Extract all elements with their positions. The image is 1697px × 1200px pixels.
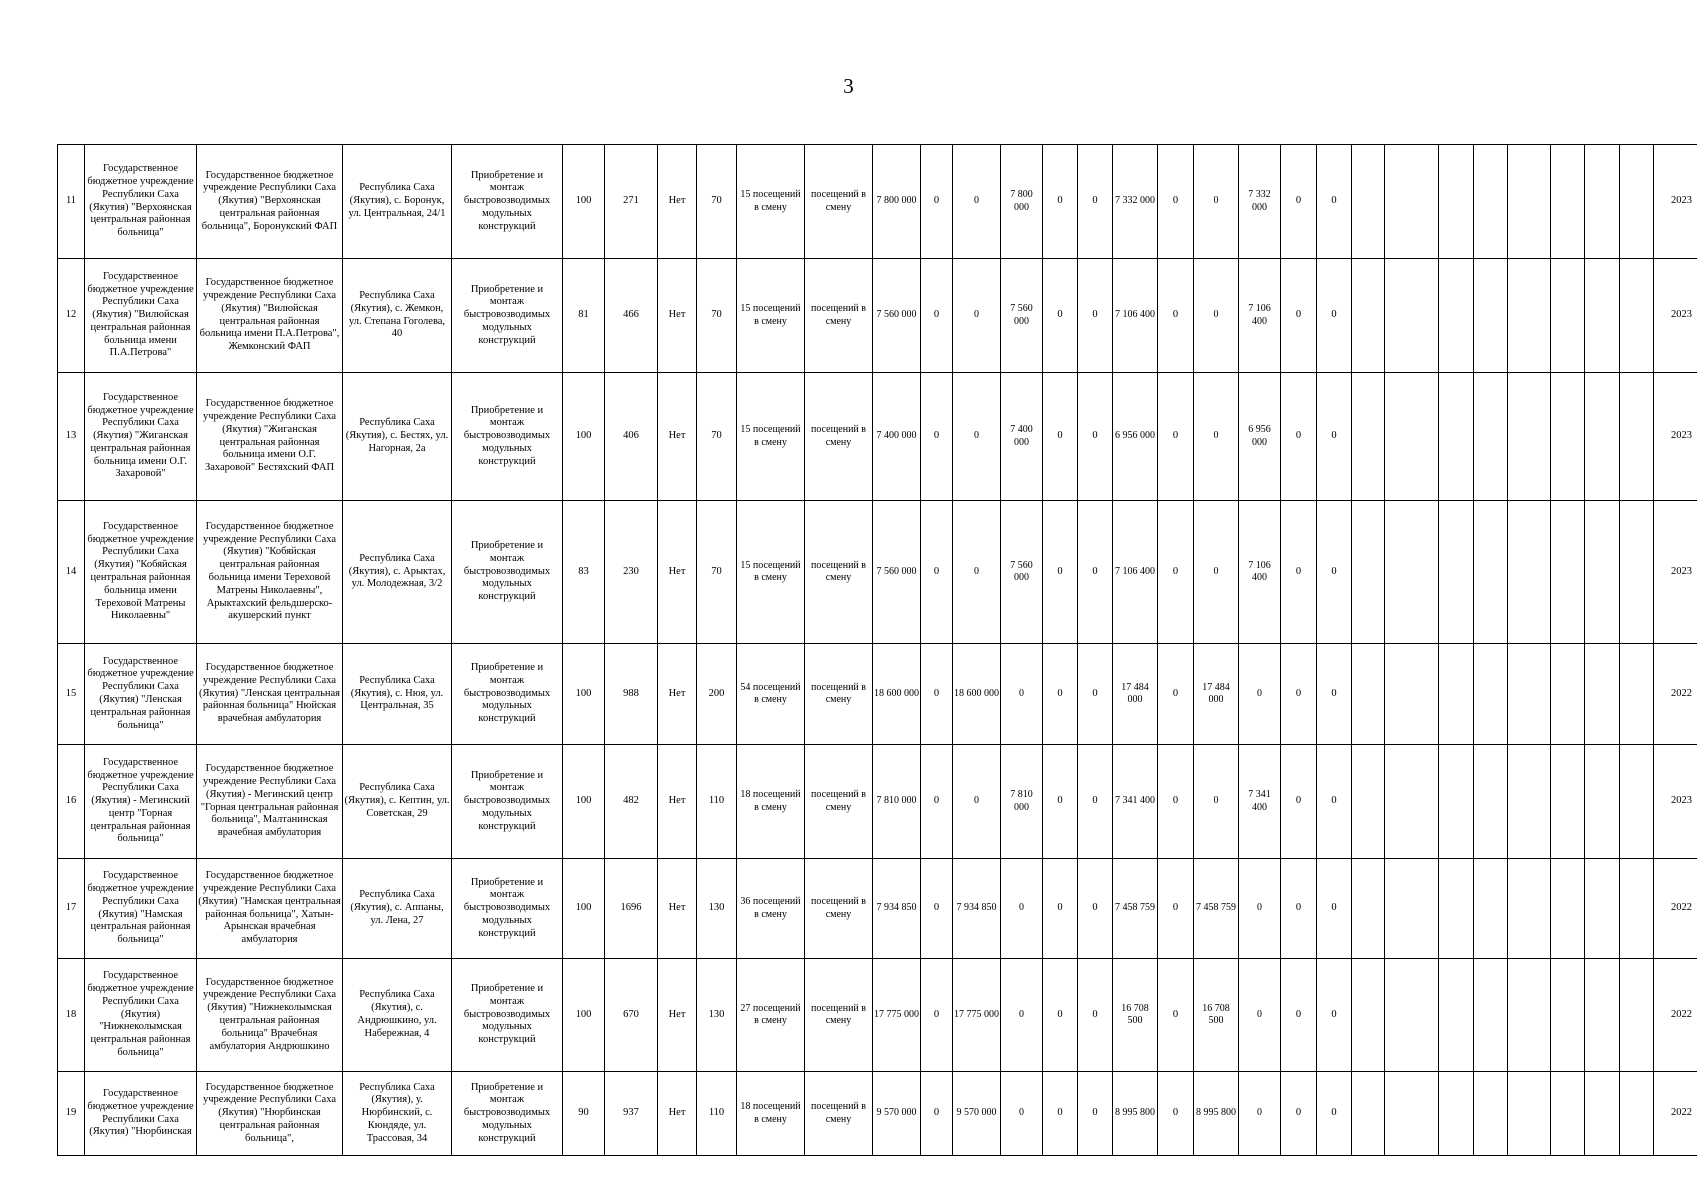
value-cell-9: 130 (697, 859, 737, 959)
availability-cell: Нет (658, 1072, 697, 1156)
value-cell-23: 0 (1317, 959, 1352, 1072)
value-cell-15: 0 (1001, 1072, 1043, 1156)
unit-cell: посещений в смену (805, 1072, 873, 1156)
value-cell-7: 482 (605, 745, 658, 859)
year-cell: 2022 (1654, 1072, 1697, 1156)
value-cell-17: 0 (1078, 745, 1113, 859)
empty-cell (1385, 644, 1439, 745)
empty-cell (1585, 859, 1620, 959)
institution-cell: Государственное бюджетное учреждение Республики Саха (Якутия) "Нюрбинская (85, 1072, 197, 1156)
value-cell-22: 0 (1281, 859, 1317, 959)
facility-cell: Государственное бюджетное учреждение Республики Саха (Якутия) "Верхоянская центральная районная больница", Боронукский ФАП (197, 145, 343, 259)
value-cell-20: 17 484 000 (1194, 644, 1239, 745)
empty-cell (1352, 644, 1385, 745)
value-cell-9: 70 (697, 145, 737, 259)
table-row (58, 1072, 1697, 1156)
value-cell-6: 100 (563, 373, 605, 501)
empty-cell (1439, 501, 1474, 644)
total-cost-cell: 7 934 850 (873, 859, 921, 959)
availability-cell: Нет (658, 745, 697, 859)
value-cell-22: 0 (1281, 745, 1317, 859)
capacity-cell: 18 посещений в смену (737, 745, 805, 859)
value-cell-9: 110 (697, 745, 737, 859)
value-cell-9: 70 (697, 259, 737, 373)
table-row (58, 259, 1697, 373)
unit-cell: посещений в смену (805, 501, 873, 644)
row-number-cell: 12 (58, 259, 85, 373)
value-cell-18: 16 708 500 (1113, 959, 1158, 1072)
empty-cell (1620, 644, 1654, 745)
value-cell-21: 7 341 400 (1239, 745, 1281, 859)
value-cell-14: 0 (953, 259, 1001, 373)
empty-cell (1352, 259, 1385, 373)
empty-cell (1508, 501, 1551, 644)
total-cost-cell: 7 800 000 (873, 145, 921, 259)
method-cell: Приобретение и монтаж быстровозводимых модульных конструкций (452, 959, 563, 1072)
value-cell-23: 0 (1317, 373, 1352, 501)
empty-cell (1439, 745, 1474, 859)
value-cell-18: 8 995 800 (1113, 1072, 1158, 1156)
empty-cell (1508, 644, 1551, 745)
value-cell-21: 0 (1239, 859, 1281, 959)
empty-cell (1508, 259, 1551, 373)
value-cell-6: 90 (563, 1072, 605, 1156)
value-cell-13: 0 (921, 259, 953, 373)
unit-cell: посещений в смену (805, 959, 873, 1072)
table-row (58, 959, 1697, 1072)
row-number-cell: 14 (58, 501, 85, 644)
facility-cell: Государственное бюджетное учреждение Республики Саха (Якутия) "Вилюйская центральная районная больница имени П.А.Петрова", Жемконский ФАП (197, 259, 343, 373)
value-cell-14: 17 775 000 (953, 959, 1001, 1072)
value-cell-21: 7 106 400 (1239, 259, 1281, 373)
value-cell-15: 7 810 000 (1001, 745, 1043, 859)
value-cell-21: 0 (1239, 959, 1281, 1072)
value-cell-23: 0 (1317, 1072, 1352, 1156)
total-cost-cell: 18 600 000 (873, 644, 921, 745)
value-cell-19: 0 (1158, 145, 1194, 259)
value-cell-7: 230 (605, 501, 658, 644)
method-cell: Приобретение и монтаж быстровозводимых модульных конструкций (452, 501, 563, 644)
unit-cell: посещений в смену (805, 745, 873, 859)
facility-cell: Государственное бюджетное учреждение Республики Саха (Якутия) "Кобяйская центральная районная больница имени Тереховой Матрены Николаевны", Арыктахский фельдшерско-акушерский пункт (197, 501, 343, 644)
value-cell-23: 0 (1317, 145, 1352, 259)
value-cell-17: 0 (1078, 644, 1113, 745)
value-cell-23: 0 (1317, 259, 1352, 373)
value-cell-9: 110 (697, 1072, 737, 1156)
empty-cell (1620, 859, 1654, 959)
value-cell-15: 7 560 000 (1001, 259, 1043, 373)
address-cell: Республика Саха (Якутия), с. Андрюшкино, ул. Набережная, 4 (343, 959, 452, 1072)
empty-cell (1474, 259, 1508, 373)
empty-cell (1620, 745, 1654, 859)
value-cell-18: 7 332 000 (1113, 145, 1158, 259)
value-cell-16: 0 (1043, 859, 1078, 959)
value-cell-13: 0 (921, 745, 953, 859)
empty-cell (1585, 959, 1620, 1072)
value-cell-13: 0 (921, 145, 953, 259)
value-cell-22: 0 (1281, 644, 1317, 745)
availability-cell: Нет (658, 859, 697, 959)
empty-cell (1551, 859, 1585, 959)
address-cell: Республика Саха (Якутия), с. Боронук, ул. Центральная, 24/1 (343, 145, 452, 259)
total-cost-cell: 7 810 000 (873, 745, 921, 859)
value-cell-16: 0 (1043, 644, 1078, 745)
value-cell-9: 70 (697, 373, 737, 501)
value-cell-17: 0 (1078, 859, 1113, 959)
empty-cell (1585, 1072, 1620, 1156)
empty-cell (1585, 644, 1620, 745)
empty-cell (1385, 859, 1439, 959)
value-cell-16: 0 (1043, 259, 1078, 373)
value-cell-7: 937 (605, 1072, 658, 1156)
value-cell-14: 0 (953, 145, 1001, 259)
empty-cell (1439, 644, 1474, 745)
capacity-cell: 54 посещений в смену (737, 644, 805, 745)
empty-cell (1551, 959, 1585, 1072)
address-cell: Республика Саха (Якутия), с. Нюя, ул. Центральная, 35 (343, 644, 452, 745)
value-cell-15: 7 560 000 (1001, 501, 1043, 644)
value-cell-19: 0 (1158, 373, 1194, 501)
value-cell-14: 0 (953, 373, 1001, 501)
row-number-cell: 16 (58, 745, 85, 859)
institution-cell: Государственное бюджетное учреждение Республики Саха (Якутия) - Мегинский центр "Горная центральная районная больница" (85, 745, 197, 859)
unit-cell: посещений в смену (805, 644, 873, 745)
empty-cell (1474, 644, 1508, 745)
method-cell: Приобретение и монтаж быстровозводимых модульных конструкций (452, 859, 563, 959)
value-cell-14: 0 (953, 501, 1001, 644)
value-cell-6: 100 (563, 859, 605, 959)
year-cell: 2023 (1654, 145, 1697, 259)
value-cell-20: 8 995 800 (1194, 1072, 1239, 1156)
address-cell: Республика Саха (Якутия), у. Нюрбинский, с. Кюндяде, ул. Трассовая, 34 (343, 1072, 452, 1156)
value-cell-18: 7 341 400 (1113, 745, 1158, 859)
empty-cell (1585, 373, 1620, 501)
empty-cell (1508, 373, 1551, 501)
capacity-cell: 27 посещений в смену (737, 959, 805, 1072)
value-cell-22: 0 (1281, 1072, 1317, 1156)
value-cell-15: 0 (1001, 959, 1043, 1072)
value-cell-19: 0 (1158, 501, 1194, 644)
value-cell-6: 81 (563, 259, 605, 373)
empty-cell (1439, 373, 1474, 501)
value-cell-23: 0 (1317, 501, 1352, 644)
empty-cell (1474, 859, 1508, 959)
address-cell: Республика Саха (Якутия), с. Жемкон, ул. Степана Гоголева, 40 (343, 259, 452, 373)
value-cell-7: 988 (605, 644, 658, 745)
facility-cell: Государственное бюджетное учреждение Республики Саха (Якутия) "Ленская центральная районная больница" Нюйская врачебная амбулатория (197, 644, 343, 745)
empty-cell (1508, 859, 1551, 959)
empty-cell (1439, 1072, 1474, 1156)
empty-cell (1620, 501, 1654, 644)
value-cell-16: 0 (1043, 373, 1078, 501)
facility-cell: Государственное бюджетное учреждение Республики Саха (Якутия) "Нижнеколымская центральная районная больница" Врачебная амбулатория Андрюшкино (197, 959, 343, 1072)
value-cell-22: 0 (1281, 501, 1317, 644)
empty-cell (1352, 745, 1385, 859)
unit-cell: посещений в смену (805, 859, 873, 959)
empty-cell (1508, 1072, 1551, 1156)
value-cell-20: 0 (1194, 145, 1239, 259)
value-cell-19: 0 (1158, 1072, 1194, 1156)
empty-cell (1474, 501, 1508, 644)
value-cell-18: 7 106 400 (1113, 259, 1158, 373)
value-cell-16: 0 (1043, 501, 1078, 644)
value-cell-21: 0 (1239, 644, 1281, 745)
year-cell: 2022 (1654, 644, 1697, 745)
value-cell-9: 70 (697, 501, 737, 644)
year-cell: 2023 (1654, 373, 1697, 501)
availability-cell: Нет (658, 644, 697, 745)
institution-cell: Государственное бюджетное учреждение Республики Саха (Якутия) "Кобяйская центральная районная больница имени Тереховой Матрены Николаевны" (85, 501, 197, 644)
total-cost-cell: 7 560 000 (873, 501, 921, 644)
value-cell-15: 0 (1001, 859, 1043, 959)
table-row (58, 859, 1697, 959)
total-cost-cell: 9 570 000 (873, 1072, 921, 1156)
value-cell-22: 0 (1281, 145, 1317, 259)
value-cell-14: 9 570 000 (953, 1072, 1001, 1156)
empty-cell (1439, 145, 1474, 259)
row-number-cell: 17 (58, 859, 85, 959)
empty-cell (1439, 259, 1474, 373)
value-cell-13: 0 (921, 959, 953, 1072)
empty-cell (1551, 259, 1585, 373)
value-cell-21: 0 (1239, 1072, 1281, 1156)
address-cell: Республика Саха (Якутия), с. Арыктах, ул. Молодежная, 3/2 (343, 501, 452, 644)
empty-cell (1439, 959, 1474, 1072)
value-cell-17: 0 (1078, 145, 1113, 259)
capacity-cell: 15 посещений в смену (737, 259, 805, 373)
empty-cell (1620, 145, 1654, 259)
value-cell-17: 0 (1078, 501, 1113, 644)
value-cell-13: 0 (921, 1072, 953, 1156)
value-cell-22: 0 (1281, 373, 1317, 501)
row-number-cell: 18 (58, 959, 85, 1072)
value-cell-22: 0 (1281, 259, 1317, 373)
value-cell-22: 0 (1281, 959, 1317, 1072)
capacity-cell: 18 посещений в смену (737, 1072, 805, 1156)
capacity-cell: 15 посещений в смену (737, 501, 805, 644)
value-cell-16: 0 (1043, 1072, 1078, 1156)
value-cell-7: 670 (605, 959, 658, 1072)
value-cell-18: 17 484 000 (1113, 644, 1158, 745)
empty-cell (1508, 745, 1551, 859)
row-number-cell: 15 (58, 644, 85, 745)
value-cell-18: 7 106 400 (1113, 501, 1158, 644)
value-cell-18: 7 458 759 (1113, 859, 1158, 959)
table-row (58, 501, 1697, 644)
value-cell-15: 7 400 000 (1001, 373, 1043, 501)
value-cell-19: 0 (1158, 859, 1194, 959)
value-cell-17: 0 (1078, 373, 1113, 501)
value-cell-7: 1696 (605, 859, 658, 959)
table-row (58, 745, 1697, 859)
year-cell: 2022 (1654, 959, 1697, 1072)
method-cell: Приобретение и монтаж быстровозводимых модульных конструкций (452, 644, 563, 745)
value-cell-16: 0 (1043, 145, 1078, 259)
value-cell-20: 0 (1194, 501, 1239, 644)
empty-cell (1585, 145, 1620, 259)
value-cell-7: 406 (605, 373, 658, 501)
unit-cell: посещений в смену (805, 259, 873, 373)
method-cell: Приобретение и монтаж быстровозводимых модульных конструкций (452, 145, 563, 259)
empty-cell (1352, 959, 1385, 1072)
value-cell-19: 0 (1158, 644, 1194, 745)
value-cell-21: 7 332 000 (1239, 145, 1281, 259)
institution-cell: Государственное бюджетное учреждение Республики Саха (Якутия) "Вилюйская центральная районная больница имени П.А.Петрова" (85, 259, 197, 373)
value-cell-20: 7 458 759 (1194, 859, 1239, 959)
facility-cell: Государственное бюджетное учреждение Республики Саха (Якутия) - Мегинский центр "Горная центральная районная больница", Малтанинская врачебная амбулатория (197, 745, 343, 859)
value-cell-17: 0 (1078, 259, 1113, 373)
empty-cell (1474, 373, 1508, 501)
value-cell-17: 0 (1078, 1072, 1113, 1156)
value-cell-14: 18 600 000 (953, 644, 1001, 745)
empty-cell (1474, 959, 1508, 1072)
empty-cell (1551, 1072, 1585, 1156)
value-cell-14: 0 (953, 745, 1001, 859)
unit-cell: посещений в смену (805, 373, 873, 501)
empty-cell (1620, 259, 1654, 373)
value-cell-17: 0 (1078, 959, 1113, 1072)
table-row (58, 644, 1697, 745)
address-cell: Республика Саха (Якутия), с. Кептин, ул. Советская, 29 (343, 745, 452, 859)
capacity-cell: 15 посещений в смену (737, 373, 805, 501)
empty-cell (1620, 373, 1654, 501)
availability-cell: Нет (658, 259, 697, 373)
year-cell: 2023 (1654, 745, 1697, 859)
value-cell-20: 0 (1194, 373, 1239, 501)
empty-cell (1385, 145, 1439, 259)
empty-cell (1585, 745, 1620, 859)
row-number-cell: 19 (58, 1072, 85, 1156)
value-cell-6: 100 (563, 959, 605, 1072)
empty-cell (1385, 745, 1439, 859)
empty-cell (1385, 1072, 1439, 1156)
facility-cell: Государственное бюджетное учреждение Республики Саха (Якутия) "Намская центральная районная больница", Хатын-Арынская врачебная амбулатория (197, 859, 343, 959)
value-cell-6: 100 (563, 745, 605, 859)
empty-cell (1385, 259, 1439, 373)
value-cell-21: 7 106 400 (1239, 501, 1281, 644)
institution-cell: Государственное бюджетное учреждение Республики Саха (Якутия) "Жиганская центральная районная больница имени О.Г. Захаровой" (85, 373, 197, 501)
value-cell-21: 6 956 000 (1239, 373, 1281, 501)
address-cell: Республика Саха (Якутия), с. Аппаны, ул. Лена, 27 (343, 859, 452, 959)
method-cell: Приобретение и монтаж быстровозводимых модульных конструкций (452, 1072, 563, 1156)
value-cell-19: 0 (1158, 745, 1194, 859)
empty-cell (1585, 259, 1620, 373)
year-cell: 2023 (1654, 501, 1697, 644)
value-cell-13: 0 (921, 644, 953, 745)
institution-cell: Государственное бюджетное учреждение Республики Саха (Якутия) "Нижнеколымская центральная районная больница" (85, 959, 197, 1072)
institution-cell: Государственное бюджетное учреждение Республики Саха (Якутия) "Ленская центральная районная больница" (85, 644, 197, 745)
value-cell-13: 0 (921, 501, 953, 644)
value-cell-20: 0 (1194, 745, 1239, 859)
value-cell-13: 0 (921, 373, 953, 501)
value-cell-16: 0 (1043, 745, 1078, 859)
value-cell-7: 271 (605, 145, 658, 259)
facility-cell: Государственное бюджетное учреждение Республики Саха (Якутия) "Жиганская центральная районная больница имени О.Г. Захаровой" Бестяхский ФАП (197, 373, 343, 501)
empty-cell (1352, 1072, 1385, 1156)
empty-cell (1385, 959, 1439, 1072)
empty-cell (1551, 745, 1585, 859)
availability-cell: Нет (658, 145, 697, 259)
empty-cell (1352, 145, 1385, 259)
value-cell-23: 0 (1317, 745, 1352, 859)
value-cell-23: 0 (1317, 859, 1352, 959)
availability-cell: Нет (658, 373, 697, 501)
facilities-table (57, 144, 1697, 1156)
empty-cell (1551, 501, 1585, 644)
method-cell: Приобретение и монтаж быстровозводимых модульных конструкций (452, 373, 563, 501)
row-number-cell: 11 (58, 145, 85, 259)
value-cell-7: 466 (605, 259, 658, 373)
value-cell-15: 7 800 000 (1001, 145, 1043, 259)
facility-cell: Государственное бюджетное учреждение Республики Саха (Якутия) "Нюрбинская центральная районная больница", (197, 1072, 343, 1156)
table-row (58, 145, 1697, 259)
capacity-cell: 36 посещений в смену (737, 859, 805, 959)
value-cell-9: 130 (697, 959, 737, 1072)
availability-cell: Нет (658, 959, 697, 1072)
value-cell-9: 200 (697, 644, 737, 745)
value-cell-23: 0 (1317, 644, 1352, 745)
value-cell-6: 100 (563, 145, 605, 259)
total-cost-cell: 7 560 000 (873, 259, 921, 373)
page-number: 3 (843, 74, 854, 98)
row-number-cell: 13 (58, 373, 85, 501)
empty-cell (1620, 1072, 1654, 1156)
value-cell-20: 16 708 500 (1194, 959, 1239, 1072)
value-cell-20: 0 (1194, 259, 1239, 373)
empty-cell (1620, 959, 1654, 1072)
institution-cell: Государственное бюджетное учреждение Республики Саха (Якутия) "Верхоянская центральная районная больница" (85, 145, 197, 259)
value-cell-14: 7 934 850 (953, 859, 1001, 959)
total-cost-cell: 7 400 000 (873, 373, 921, 501)
empty-cell (1508, 145, 1551, 259)
capacity-cell: 15 посещений в смену (737, 145, 805, 259)
table-row (58, 373, 1697, 501)
value-cell-18: 6 956 000 (1113, 373, 1158, 501)
total-cost-cell: 17 775 000 (873, 959, 921, 1072)
empty-cell (1551, 644, 1585, 745)
empty-cell (1474, 1072, 1508, 1156)
value-cell-19: 0 (1158, 959, 1194, 1072)
empty-cell (1385, 501, 1439, 644)
empty-cell (1474, 145, 1508, 259)
value-cell-6: 83 (563, 501, 605, 644)
availability-cell: Нет (658, 501, 697, 644)
empty-cell (1352, 859, 1385, 959)
unit-cell: посещений в смену (805, 145, 873, 259)
empty-cell (1585, 501, 1620, 644)
empty-cell (1439, 859, 1474, 959)
empty-cell (1385, 373, 1439, 501)
method-cell: Приобретение и монтаж быстровозводимых модульных конструкций (452, 745, 563, 859)
year-cell: 2022 (1654, 859, 1697, 959)
value-cell-16: 0 (1043, 959, 1078, 1072)
year-cell: 2023 (1654, 259, 1697, 373)
value-cell-13: 0 (921, 859, 953, 959)
address-cell: Республика Саха (Якутия), с. Бестях, ул. Нагорная, 2а (343, 373, 452, 501)
institution-cell: Государственное бюджетное учреждение Республики Саха (Якутия) "Намская центральная районная больница" (85, 859, 197, 959)
method-cell: Приобретение и монтаж быстровозводимых модульных конструкций (452, 259, 563, 373)
empty-cell (1551, 145, 1585, 259)
empty-cell (1352, 501, 1385, 644)
empty-cell (1474, 745, 1508, 859)
value-cell-15: 0 (1001, 644, 1043, 745)
empty-cell (1551, 373, 1585, 501)
value-cell-6: 100 (563, 644, 605, 745)
empty-cell (1352, 373, 1385, 501)
value-cell-19: 0 (1158, 259, 1194, 373)
empty-cell (1508, 959, 1551, 1072)
